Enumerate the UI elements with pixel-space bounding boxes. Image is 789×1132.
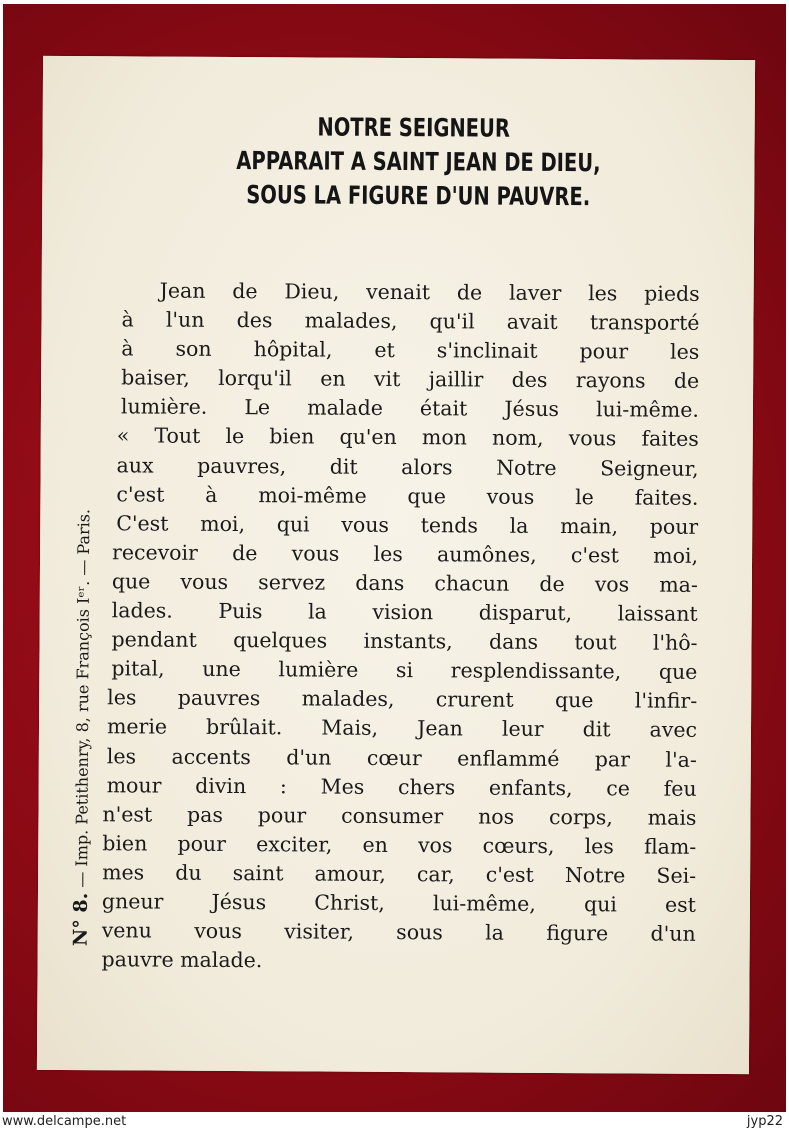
body-line: que vous servez dans chacun de vos ma- <box>111 569 698 597</box>
body-line: lumière. Le malade était Jésus lui-même. <box>120 394 700 423</box>
body-line: à l'un des malades, qu'il avait transporté <box>121 307 700 335</box>
body-line: aux pauvres, dit alors Notre Seigneur, <box>116 452 699 481</box>
body-line: pendant quelques instants, dans tout l'hô- <box>111 627 698 655</box>
card-number: N° 8. <box>69 892 92 947</box>
body-line: baiser, lorqu'il en vit jaillir des rayons de <box>121 365 700 394</box>
body-line: n'est pas pour consumer nos corps, mais <box>102 801 697 830</box>
body-line: les pauvres malades, crurent que l'infir- <box>107 685 698 714</box>
body-line: lades. Puis la vision disparut, laissant <box>111 598 698 626</box>
printer-address: — Imp. Petithenry, 8, rue François Iᵉʳ. — Paris. <box>71 508 94 893</box>
body-line: merie brûlait. Mais, Jean leur dit avec <box>106 714 698 743</box>
holy-card <box>37 56 755 1074</box>
printer-imprint <box>66 266 100 946</box>
body-line: Jean de Dieu, venait de laver les pieds <box>159 278 700 306</box>
body-line: gneur Jésus Christ, lui-même, qui est <box>101 889 697 917</box>
body-line: C'est moi, qui vous tends la main, pour <box>116 511 699 539</box>
body-line: pauvre malade. <box>101 947 263 973</box>
card-title <box>42 112 755 218</box>
title-line-3: SOUS LA FIGURE D'UN PAUVRE. <box>246 180 591 212</box>
seller-watermark: jyp22 <box>746 1114 783 1129</box>
body-line: mes du saint amour, car, c'est Notre Sei- <box>102 860 697 888</box>
body-line: pital, une lumière si resplendissante, que <box>111 656 698 685</box>
body-line: recevoir de vous les aumônes, c'est moi, <box>112 540 699 568</box>
body-line: bien pour exciter, en vos cœurs, les flam- <box>102 830 697 859</box>
body-line: à son hôpital, et s'inclinait pour les <box>121 336 700 365</box>
body-line: les accents d'un cœur enflammé par l'a- <box>106 743 697 772</box>
body-line: mour divin : Mes chers enfants, ce feu <box>106 772 697 801</box>
title-line-2: APPARAIT A SAINT JEAN DE DIEU, <box>236 146 601 178</box>
body-line: « Tout le bien qu'en mon nom, vous faites <box>116 423 699 452</box>
body-line: venu vous visiter, sous la figure d'un <box>101 918 696 946</box>
body-line: c'est à moi-même que vous le faites. <box>116 481 699 510</box>
card-body-text <box>101 276 700 978</box>
site-watermark: www.delcampe.net <box>2 1114 127 1129</box>
title-line-1: NOTRE SEIGNEUR <box>317 112 510 143</box>
